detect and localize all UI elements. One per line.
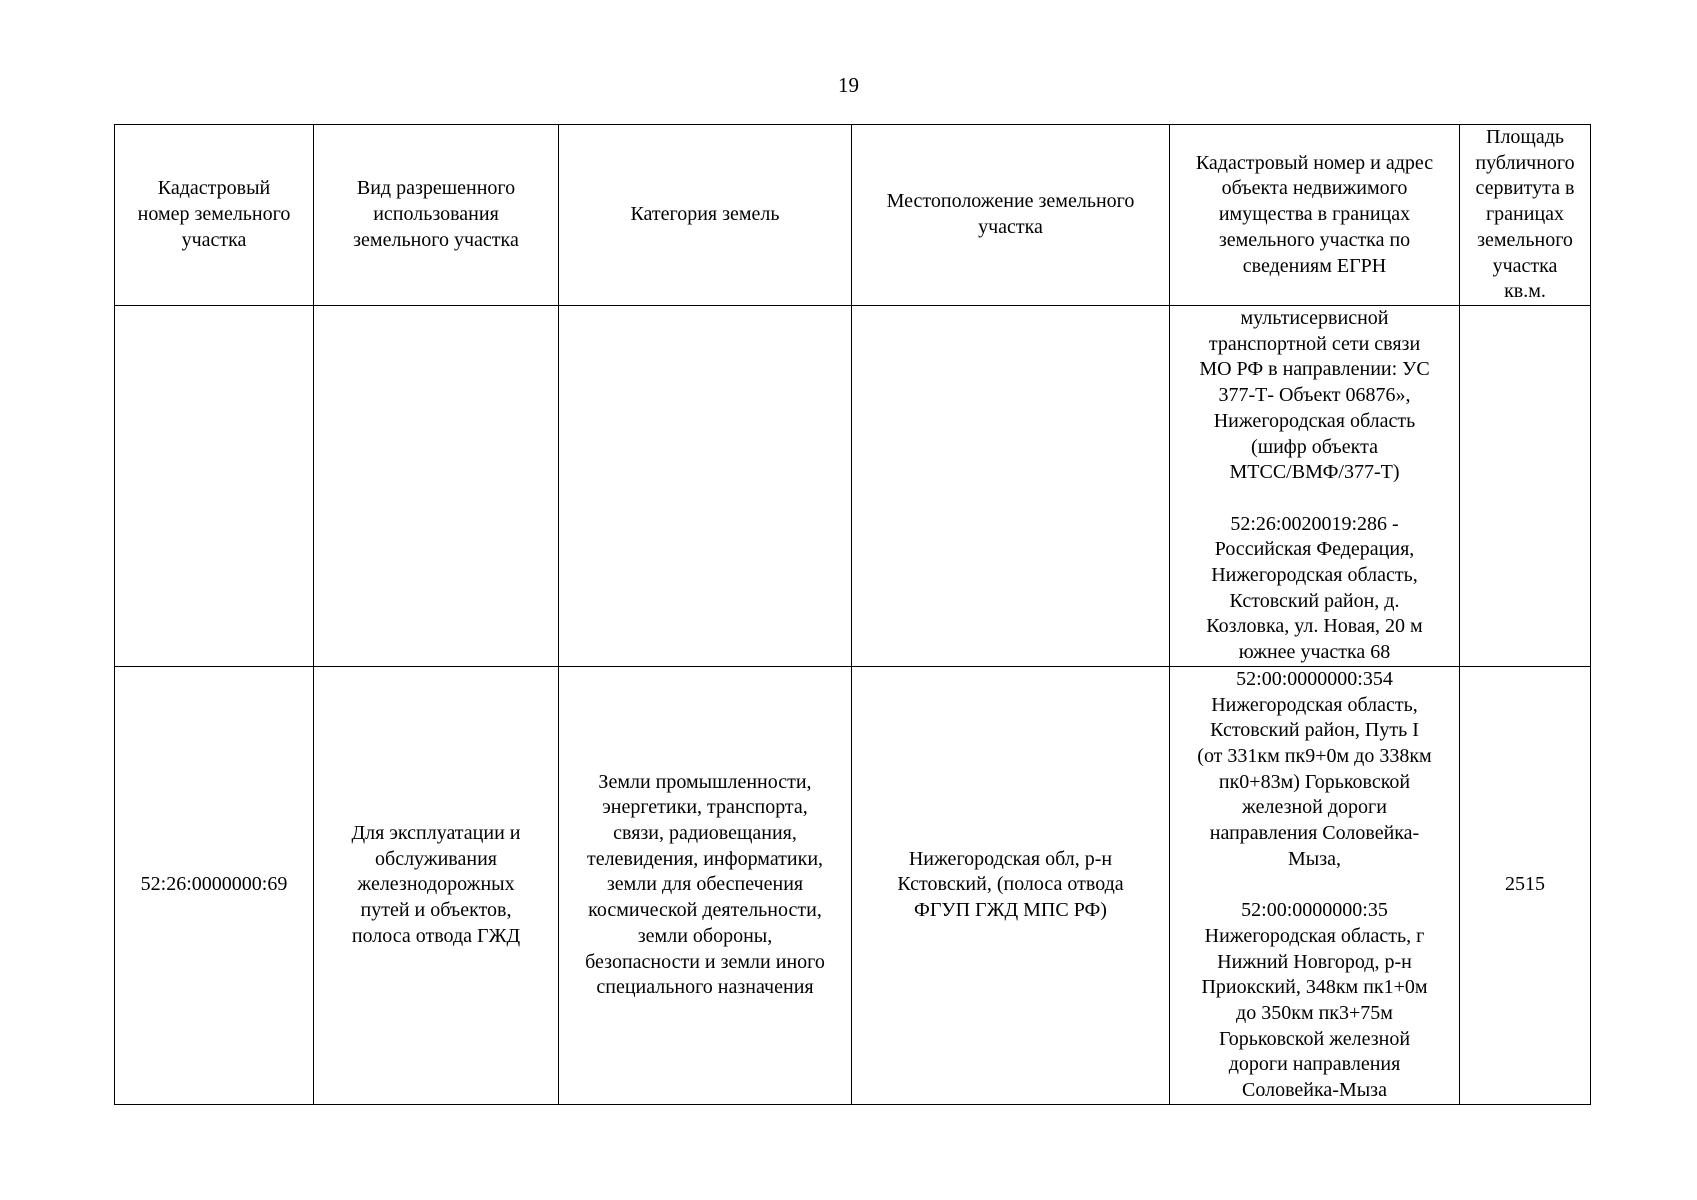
text-line: Кадастровый номер и адрес xyxy=(1195,151,1434,174)
text-line: до 350км пк3+75м xyxy=(1236,1001,1393,1024)
text-line: земельного xyxy=(1477,228,1573,251)
text-line: имущества в границах xyxy=(1218,203,1411,226)
cell-servitude-area-empty xyxy=(1460,306,1591,667)
header-location xyxy=(852,125,1170,306)
header-land-category xyxy=(559,125,852,306)
cell-servitude-area: 2515 xyxy=(1460,666,1591,1104)
text-line: Кстовский район, Путь I xyxy=(1210,719,1419,742)
text-line: энергетики, транспорта, xyxy=(602,796,808,819)
line-gap xyxy=(1176,872,1453,898)
cell-land-category xyxy=(559,666,852,1104)
text-line: космической деятельности, xyxy=(588,899,822,922)
table-row xyxy=(115,666,1591,1104)
cell-land-category-empty xyxy=(559,306,852,667)
text-line: объекта недвижимого xyxy=(1221,177,1408,200)
text-line: (от 331км пк9+0м до 338км xyxy=(1197,744,1432,767)
text-line: МТСС/ВМФ/377-Т) xyxy=(1229,461,1400,484)
cell-cadastral-number-empty xyxy=(115,306,314,667)
text-line: 377-Т- Объект 06876», xyxy=(1218,384,1411,407)
text-line: границах xyxy=(1485,203,1565,226)
page-number: 19 xyxy=(838,73,859,97)
header-permitted-use xyxy=(314,125,559,306)
cell-location-empty xyxy=(852,306,1170,667)
text-line: участка xyxy=(978,216,1043,238)
text-line: Нижегородская область, г xyxy=(1204,924,1425,947)
text-line: направления Соловейка- xyxy=(1209,822,1420,845)
text-line: Категория земель xyxy=(630,203,780,226)
text-line: железнодорожных xyxy=(357,873,515,896)
text-line: 52:26:0020019:286 - xyxy=(1230,512,1399,535)
text-line: номер земельного xyxy=(137,203,291,226)
cell-permitted-use-empty xyxy=(314,306,559,667)
text-line: безопасности и земли иного xyxy=(585,950,825,973)
header-servitude-area xyxy=(1460,125,1591,306)
text-line: (шифр объекта xyxy=(1251,435,1378,458)
text-line: полоса отвода ГЖД xyxy=(351,924,521,947)
line-gap xyxy=(1176,486,1453,512)
text-line: мультисервисной xyxy=(1240,307,1389,329)
text-line: Российская Федерация, xyxy=(1214,538,1415,561)
text-line: Мыза, xyxy=(1288,847,1341,870)
cell-egrn-objects-continued xyxy=(1170,306,1460,667)
text-line: Местоположение земельного xyxy=(886,190,1135,213)
text-line: транспортной сети связи xyxy=(1208,332,1421,355)
text-line: Нижегородская область, xyxy=(1211,693,1418,716)
header-cadastral-number xyxy=(115,125,314,306)
text-line: железной дороги xyxy=(1242,796,1387,819)
text-line: Приокский, 348км пк1+0м xyxy=(1201,976,1428,999)
text-line: Кадастровый xyxy=(157,177,271,200)
text-line: Площадь xyxy=(1486,126,1564,149)
text-line: Козловка, ул. Новая, 20 м xyxy=(1206,615,1423,638)
text-line: Нижегородская обл, р-н xyxy=(908,847,1113,870)
text-line: Кстовский район, д. xyxy=(1229,589,1400,612)
cell-egrn-objects xyxy=(1170,666,1460,1104)
text-line: кв.м. xyxy=(1504,280,1546,303)
text-line: земли обороны, xyxy=(637,924,773,947)
text-line: сервитута в xyxy=(1475,177,1575,200)
text-line: Нижегородская область, xyxy=(1211,564,1418,587)
text-line: Для эксплуатации и xyxy=(351,822,521,845)
table-row-continuation xyxy=(115,306,1591,667)
cell-cadastral-number: 52:26:0000000:69 xyxy=(115,666,314,1104)
text-line: участка xyxy=(1492,254,1558,277)
cell-permitted-use xyxy=(314,666,559,1104)
text-line: 52:00:0000000:354 xyxy=(1236,667,1393,690)
text-line: участка xyxy=(181,228,247,251)
text-line: МО РФ в направлении: УС xyxy=(1199,358,1430,381)
text-line: Нижний Новгород, р-н xyxy=(1217,950,1412,973)
text-line: публичного xyxy=(1475,151,1575,174)
cell-location xyxy=(852,666,1170,1104)
text-line: Кстовский, (полоса отвода xyxy=(897,873,1124,896)
text-line: земельного участка xyxy=(353,228,519,251)
text-line: Нижегородская область xyxy=(1213,409,1416,432)
text-line: телевидения, информатики, xyxy=(586,847,824,870)
text-line: Земли промышленности, xyxy=(598,770,812,793)
text-line: сведениям ЕГРН xyxy=(1242,254,1387,277)
text-line: связи, радиовещания, xyxy=(613,822,797,845)
text-line: южнее участка 68 xyxy=(1238,641,1391,664)
header-egrn-objects xyxy=(1170,125,1460,306)
text-line: обслуживания xyxy=(375,847,497,870)
text-line: пк0+83м) Горьковской xyxy=(1218,770,1411,793)
text-line: ФГУП ГЖД МПС РФ) xyxy=(914,899,1107,922)
text-line: путей и объектов, xyxy=(360,899,512,922)
text-line: 52:00:0000000:35 xyxy=(1241,899,1388,922)
text-line: использования xyxy=(373,203,499,226)
text-line: земельного участка по xyxy=(1218,228,1411,251)
table-header-row xyxy=(115,125,1591,306)
text-line: дороги направления xyxy=(1228,1053,1401,1076)
text-line: земли для обеспечения xyxy=(606,873,804,896)
text-line: Горьковской железной xyxy=(1218,1027,1411,1050)
text-line: специального назначения xyxy=(596,976,814,999)
land-plot-table xyxy=(114,124,1591,1105)
text-line: Вид разрешенного xyxy=(356,177,516,200)
text-line: Соловейка-Мыза xyxy=(1242,1079,1387,1102)
